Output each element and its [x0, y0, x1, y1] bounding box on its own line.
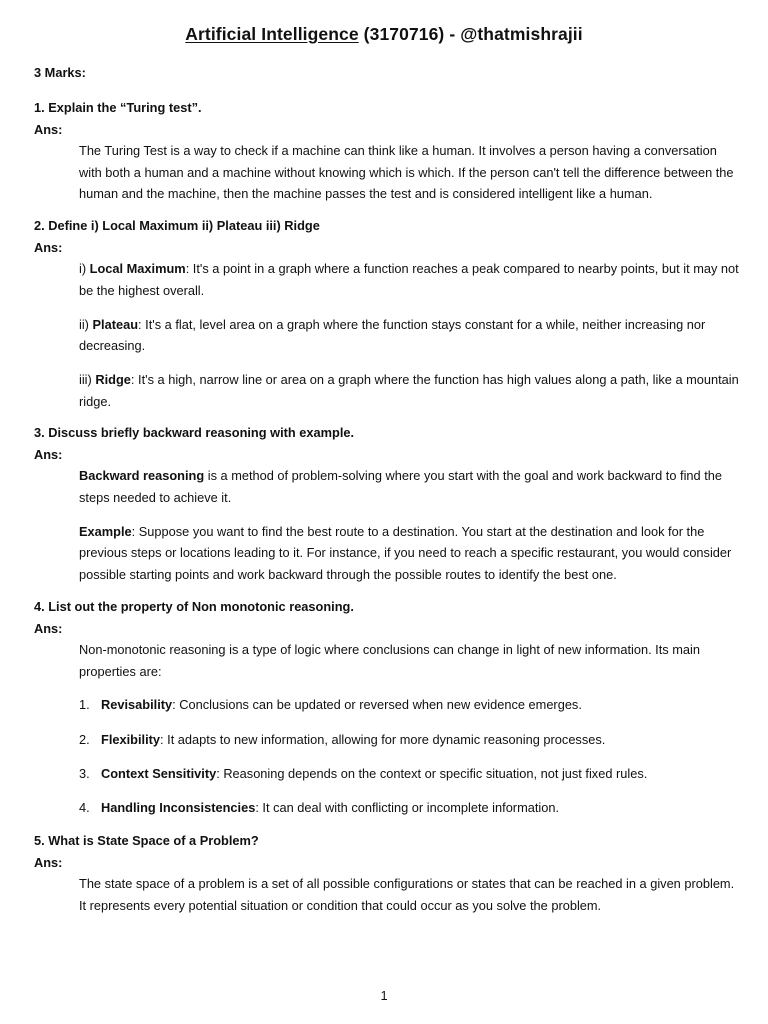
question-4: 4. List out the property of Non monotonic reasoning.	[34, 598, 354, 614]
marks-heading: 3 Marks:	[34, 65, 86, 80]
backward-reasoning-example	[79, 521, 739, 586]
list-item-content	[101, 797, 559, 819]
property-term: Context Sensitivity	[101, 766, 217, 782]
example-term: Example	[79, 523, 132, 539]
list-item-content	[101, 729, 605, 751]
ans-label: Ans:	[34, 447, 63, 463]
definition-local-maximum	[79, 258, 739, 301]
question-5: 5. What is State Space of a Problem?	[34, 832, 259, 848]
answer-5-text: The state space of a problem is a set of all possible configurations or states that can be reached in a given problem. It represents every potential situation or condition that could occur as you solve the problem.	[79, 875, 735, 913]
document-body	[34, 64, 738, 928]
page-number: 1	[380, 988, 388, 1003]
definition-text: is a method of problem-solving where you start with the goal and work backward to find the steps needed to achieve it.	[79, 468, 723, 506]
definition-term: Plateau	[92, 316, 139, 332]
definition-prefix: i)	[79, 261, 90, 277]
property-text: : It can deal with conflicting or incomplete information.	[255, 800, 560, 816]
answer-4	[79, 639, 739, 819]
definition-term: Ridge	[95, 371, 131, 387]
title-code-author: (3170716) - @thatmishrajii	[358, 24, 583, 44]
ans-label: Ans:	[34, 854, 63, 870]
example-text: : Suppose you want to find the best route to a destination. You start at the destination and look for the previous steps or locations leading to it. For instance, if you need to reach a specific restaurant, you would consider possible starting points and work backward through the possible routes to identify the best one.	[79, 523, 732, 583]
property-term: Flexibility	[101, 731, 161, 747]
definition-term: Backward reasoning	[79, 468, 205, 484]
property-text: : Reasoning depends on the context or specific situation, not just fixed rules.	[216, 766, 648, 782]
answer-3	[79, 465, 739, 586]
definition-plateau	[79, 314, 739, 357]
list-item	[79, 694, 739, 716]
title-subject: Artificial Intelligence	[185, 24, 359, 44]
definition-text: : It's a flat, level area on a graph where the function stays constant for a while, neither increasing nor decreasing.	[79, 316, 706, 354]
ans-label: Ans:	[34, 122, 63, 137]
list-number: 4.	[79, 800, 90, 816]
list-item	[79, 763, 739, 785]
question-3: 3. Discuss briefly backward reasoning with example.	[34, 425, 355, 441]
question-block-3	[34, 424, 738, 586]
answer-2	[79, 258, 739, 412]
question-block-1	[34, 99, 738, 205]
property-term: Handling Inconsistencies	[101, 800, 256, 816]
backward-reasoning-definition	[79, 465, 739, 508]
question-block-5	[34, 832, 738, 916]
property-text: : Conclusions can be updated or reversed when new evidence emerges.	[172, 697, 582, 713]
definition-ridge	[79, 369, 739, 412]
answer-4-intro: Non-monotonic reasoning is a type of logic where conclusions can change in light of new information. Its main properties are:	[79, 641, 700, 679]
property-term: Revisability	[101, 697, 173, 713]
question-block-2	[34, 217, 738, 412]
answer-1	[79, 140, 739, 205]
answer-1-text: The Turing Test is a way to check if a machine can think like a human. It involves a person having a conversation with both a human and a machine without knowing which is which. If the person can't tell the difference between the human and the machine, then the machine passes the test and is considered intelligent like a human.	[79, 143, 734, 202]
definition-text: : It's a high, narrow line or area on a graph where the function has high values along a path, like a mountain ridge.	[79, 371, 739, 409]
property-text: : It adapts to new information, allowing for more dynamic reasoning processes.	[160, 731, 606, 747]
definition-term: Local Maximum	[89, 261, 186, 277]
question-1: 1. Explain the “Turing test”.	[34, 100, 202, 115]
ans-label: Ans:	[34, 240, 63, 256]
list-item	[79, 797, 739, 819]
definition-prefix: iii)	[79, 371, 96, 387]
question-2: 2. Define i) Local Maximum ii) Plateau iii) Ridge	[34, 218, 320, 234]
question-block-4	[34, 598, 738, 819]
definition-prefix: ii)	[79, 316, 93, 332]
answer-5	[79, 873, 739, 916]
properties-list	[79, 694, 739, 819]
list-item-content	[101, 763, 647, 785]
document-title	[0, 24, 768, 45]
list-number: 2.	[79, 731, 90, 747]
list-item	[79, 729, 739, 751]
list-number: 1.	[79, 697, 90, 713]
definition-text: : It's a point in a graph where a function reaches a peak compared to nearby points, but it may not be the highest overall.	[79, 261, 739, 298]
list-number: 3.	[79, 766, 90, 782]
list-item-content	[101, 694, 582, 716]
ans-label: Ans:	[34, 620, 63, 636]
